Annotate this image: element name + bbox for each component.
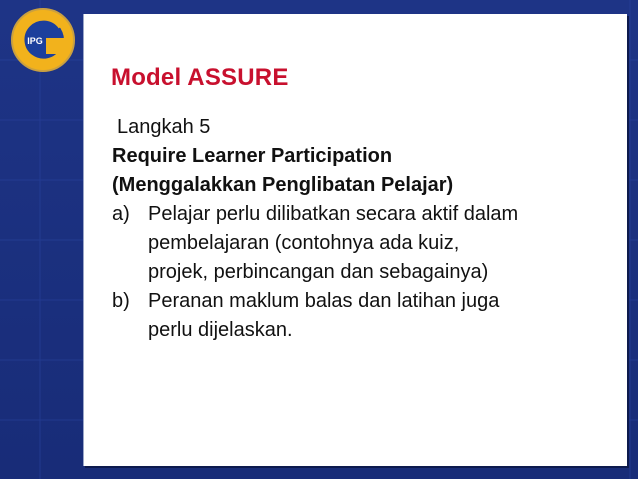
list-item-line: projek, perbincangan dan sebagainya) <box>148 261 489 283</box>
slide-title: Model ASSURE <box>111 64 289 91</box>
logo-text: IPG <box>27 36 43 46</box>
list-item-text <box>148 200 622 287</box>
ipg-logo-icon <box>6 6 80 74</box>
list-item-a <box>112 200 622 287</box>
list-marker: a) <box>112 203 130 225</box>
list-marker: b) <box>112 290 130 312</box>
heading-malay: (Menggalakkan Penglibatan Pelajar) <box>112 174 454 196</box>
list-item-b <box>112 287 622 345</box>
list-item-line: pembelajaran (contohnya ada kuiz, <box>148 232 460 254</box>
list-item-line: Peranan maklum balas dan latihan juga <box>148 290 500 312</box>
list-item-line: Pelajar perlu dilibatkan secara aktif dalam <box>148 203 519 225</box>
slide-body <box>112 113 622 345</box>
step-label: Langkah 5 <box>117 116 211 138</box>
heading-english: Require Learner Participation <box>112 145 393 167</box>
list-item-line: perlu dijelaskan. <box>148 319 293 341</box>
list-item-text <box>148 287 622 345</box>
